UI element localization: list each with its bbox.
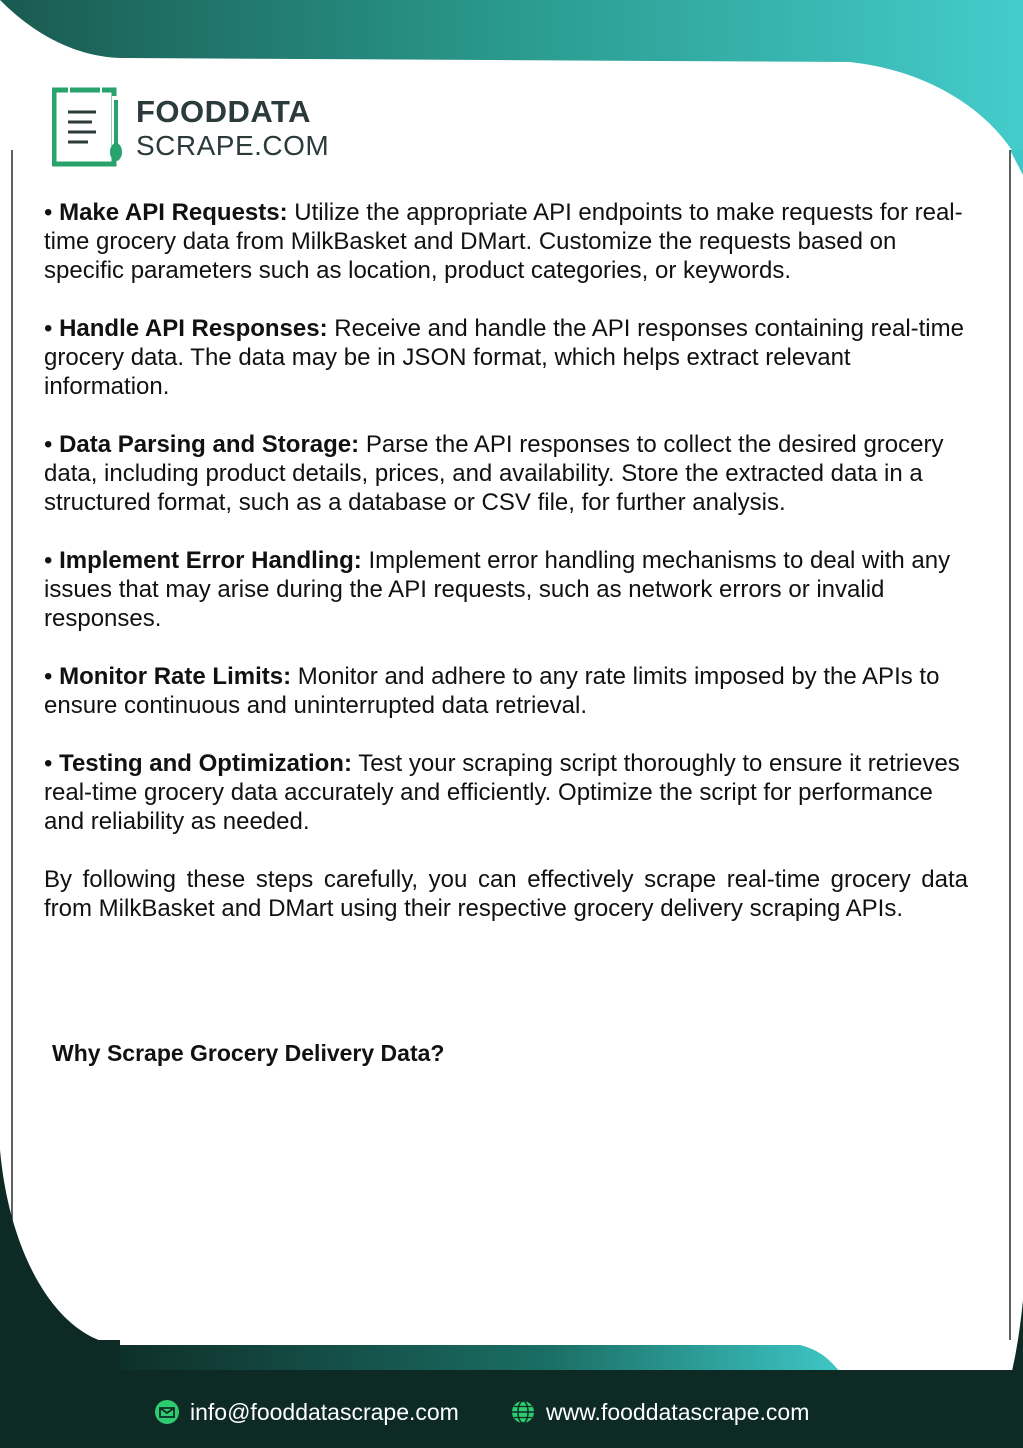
bullet: •: [44, 315, 60, 342]
logo-menu-icon: [52, 86, 128, 168]
globe-icon: [510, 1399, 536, 1425]
list-item: [44, 662, 968, 720]
item-title: Implement Error Handling:: [59, 547, 362, 574]
logo-text-secondary: SCRAPE.COM: [136, 130, 330, 161]
list-item: [44, 546, 968, 633]
bullet: •: [44, 431, 60, 458]
logo-text-primary: FOODDATA: [136, 94, 312, 129]
footer-email-link[interactable]: [154, 1394, 459, 1430]
list-item: [44, 430, 968, 517]
item-text: Monitor and adhere to any rate limits imposed by the APIs to ensure continuous and uninterrupted data retrieval.: [44, 663, 940, 719]
list-item: [44, 314, 968, 401]
bottom-teal-band: [110, 1345, 840, 1372]
item-title: Handle API Responses:: [59, 315, 328, 342]
item-text: Test your scraping script thoroughly to ensure it retrieves real-time grocery data accurately and efficiently. Optimize the script for performance and reliability as needed.: [44, 750, 960, 835]
item-title: Testing and Optimization:: [59, 750, 352, 777]
item-text: Receive and handle the API responses containing real-time grocery data. The data may be in JSON format, which helps extract relevant information.: [44, 315, 964, 400]
brand-logo: [52, 86, 352, 170]
item-text: Implement error handling mechanisms to deal with any issues that may arise during the API requests, such as network errors or invalid responses.: [44, 547, 951, 632]
item-text: Parse the API responses to collect the desired grocery data, including product details, prices, and availability. Store the extracted data in a structured format, such as a database or CSV file, for further analysis.: [44, 431, 944, 516]
bullet: •: [44, 199, 60, 226]
item-title: Data Parsing and Storage:: [59, 431, 360, 458]
bottom-left-curve: [0, 1150, 120, 1345]
section-heading: Why Scrape Grocery Delivery Data?: [52, 1040, 445, 1066]
list-item: [44, 198, 968, 285]
item-text: Utilize the appropriate API endpoints to make requests for real-time grocery data from MilkBasket and DMart. Customize the requests based on specific parameters such as location, product categories, or keywords.: [44, 199, 963, 284]
list-item: [44, 749, 968, 836]
bullet: •: [44, 547, 60, 574]
footer-website-link[interactable]: [510, 1394, 809, 1430]
bullet: •: [44, 750, 60, 777]
email-text: info@fooddatascrape.com: [190, 1398, 459, 1425]
item-title: Monitor Rate Limits:: [59, 663, 292, 690]
email-icon: [154, 1399, 180, 1425]
footer: [0, 1394, 1023, 1430]
main-content: [44, 198, 968, 952]
website-text: www.fooddatascrape.com: [546, 1398, 810, 1425]
item-title: Make API Requests:: [59, 199, 288, 226]
conclusion-paragraph: By following these steps carefully, you can effectively scrape real-time grocery data from MilkBasket and DMart using their respective grocery delivery scraping APIs.: [44, 866, 968, 922]
bullet: •: [44, 663, 60, 690]
